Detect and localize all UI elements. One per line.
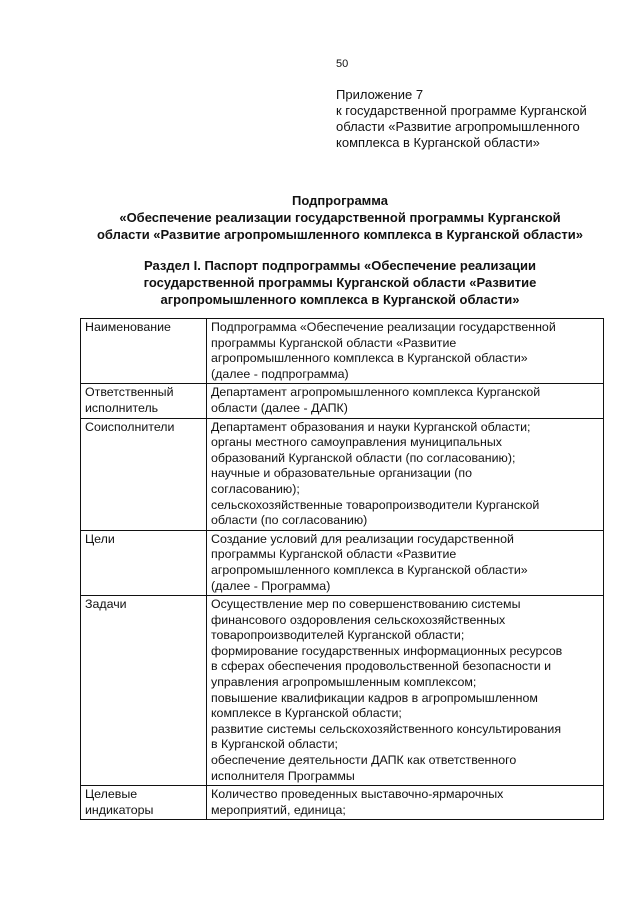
row-value-line: мероприятий, единица; xyxy=(211,802,346,817)
row-value-line: исполнителя Программы xyxy=(211,768,355,783)
passport-table xyxy=(80,318,604,820)
row-value-line: агропромышленного комплекса в Курганской области» xyxy=(211,562,528,577)
appendix-line: области «Развитие агропромышленного xyxy=(336,119,580,134)
row-value-line: Департамент образования и науки Курганской области; xyxy=(211,419,531,434)
subprogram-title xyxy=(60,192,620,243)
row-value-line: обеспечение деятельности ДАПК как ответственного xyxy=(211,753,517,768)
row-value-line: программы Курганской области «Развитие xyxy=(211,547,457,562)
row-value-line: агропромышленного комплекса в Курганской области» xyxy=(211,351,528,366)
section-title-line: государственной программы Курганской области «Развитие xyxy=(143,275,537,290)
appendix-note xyxy=(336,87,587,151)
appendix-line: к государственной программе Курганской xyxy=(336,103,587,118)
row-value-line: согласованию); xyxy=(211,481,300,496)
row-value-cell xyxy=(207,384,604,418)
row-label-cell xyxy=(81,384,207,418)
row-label-cell xyxy=(81,418,207,530)
row-value-cell xyxy=(207,530,604,595)
section-title-line: агропромышленного комплекса в Курганской области» xyxy=(160,292,520,307)
row-value-cell xyxy=(207,418,604,530)
row-label-line: Цели xyxy=(85,531,115,546)
row-value-line: Создание условий для реализации государственной xyxy=(211,531,514,546)
row-label-cell xyxy=(81,319,207,384)
row-value-line: области (далее - ДАПК) xyxy=(211,400,348,415)
row-value-line: (далее - Программа) xyxy=(211,578,331,593)
row-value-line: области (по согласованию) xyxy=(211,513,368,528)
passport-table-body xyxy=(81,319,604,820)
table-row xyxy=(81,596,604,786)
row-value-line: товаропроизводителей Курганской области; xyxy=(211,628,465,643)
row-value-cell xyxy=(207,786,604,820)
row-value-line: в сферах обеспечения продовольственной безопасности и xyxy=(211,659,552,674)
row-value-line: повышение квалификации кадров в агропромышленном xyxy=(211,690,538,705)
table-row xyxy=(81,384,604,418)
row-value-line: сельскохозяйственные товаропроизводители Курганской xyxy=(211,497,540,512)
row-value-line: комплексе в Курганской области; xyxy=(211,706,402,721)
row-value-line: в Курганской области; xyxy=(211,737,338,752)
table-row xyxy=(81,418,604,530)
row-label-line: Ответственный xyxy=(85,385,174,400)
row-value-line: управления агропромышленным комплексом; xyxy=(211,675,477,690)
row-label-cell xyxy=(81,530,207,595)
row-label-line: исполнитель xyxy=(85,400,159,415)
table-row xyxy=(81,786,604,820)
row-value-line: (далее - подпрограмма) xyxy=(211,366,349,381)
section-title xyxy=(60,257,620,308)
section-title-line: Раздел I. Паспорт подпрограммы «Обеспечение реализации xyxy=(143,258,537,273)
subprogram-title-line: «Обеспечение реализации государственной программы Курганской xyxy=(119,210,561,225)
row-value-line: Департамент агропромышленного комплекса Курганской xyxy=(211,385,541,400)
row-value-line: Осуществление мер по совершенствованию системы xyxy=(211,597,521,612)
row-label-line: индикаторы xyxy=(85,802,154,817)
page-number: 50 xyxy=(336,58,349,70)
row-label-cell xyxy=(81,786,207,820)
row-value-cell xyxy=(207,596,604,786)
row-value-line: программы Курганской области «Развитие xyxy=(211,335,457,350)
row-value-line: финансового оздоровления сельскохозяйственных xyxy=(211,612,506,627)
row-value-line: Количество проведенных выставочно-ярмарочных xyxy=(211,787,504,802)
row-value-line: образований Курганской области (по согласованию); xyxy=(211,450,516,465)
appendix-line: комплекса в Курганской области» xyxy=(336,135,540,150)
row-label-line: Целевые xyxy=(85,787,138,802)
table-row xyxy=(81,530,604,595)
row-label-line: Соисполнители xyxy=(85,419,175,434)
row-value-cell xyxy=(207,319,604,384)
subprogram-title-line: области «Развитие агропромышленного комплекса в Курганской области» xyxy=(96,227,584,242)
row-label-line: Задачи xyxy=(85,597,127,612)
row-value-line: развитие системы сельскохозяйственного консультирования xyxy=(211,721,562,736)
row-value-line: формирование государственных информационных ресурсов xyxy=(211,643,563,658)
row-label-cell xyxy=(81,596,207,786)
row-value-line: Подпрограмма «Обеспечение реализации государственной xyxy=(211,320,556,334)
subprogram-title-line: Подпрограмма xyxy=(292,193,388,208)
row-value-line: органы местного самоуправления муниципальных xyxy=(211,435,502,450)
table-row xyxy=(81,319,604,384)
row-value-line: научные и образовательные организации (по xyxy=(211,466,472,481)
appendix-line: Приложение 7 xyxy=(336,87,424,102)
row-label-line: Наименование xyxy=(85,320,171,334)
